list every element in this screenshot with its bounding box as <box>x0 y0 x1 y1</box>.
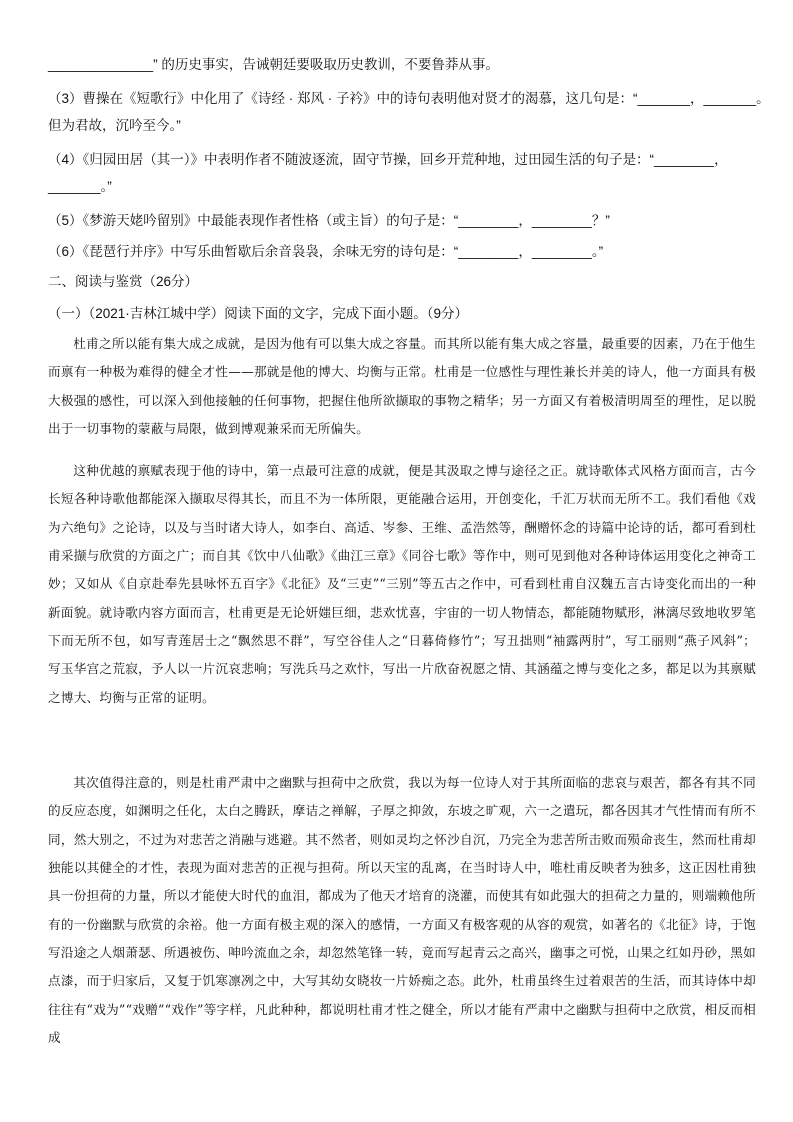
question-4-line-1: （4）《归园田居（其一）》中表明作者不随波逐流，固守节操，回乡开荒种地，过田园生活的句子是：“________， <box>48 152 728 167</box>
section-heading: 二、阅读与鉴赏（26分） <box>48 274 199 289</box>
section-sub-heading: （一）（2021·吉林江城中学）阅读下面的文字，完成下面小题。（9分） <box>48 306 469 321</box>
question-4-line-2: _______。” <box>48 179 112 194</box>
question-3-line-2: 但为君故，沉吟至今。” <box>48 118 181 133</box>
question-3-line-1: （3）曹操在《短歌行》中化用了《诗经 · 郑风 · 子衿》中的诗句表明他对贤才的渴慕，这几句是：“_______，_______。 <box>48 91 770 106</box>
question-6: （6）《琵琶行并序》中写乐曲暂歇后余音袅袅，余味无穷的诗句是：“________，________。” <box>48 244 604 259</box>
passage-paragraph-1: 杜甫之所以能有集大成之成就，是因为他有可以集大成之容量。而其所以能有集大成之容量，最重要的因素，乃在于他生而禀有一种极为难得的健全才性——那就是他的博大、均衡与正常。杜甫是一位感性与理性兼长并美的诗人，他一方面具有极大极强的感性，可以深入到他接触的任何事物，把握住他所欲撷取的事物之精华；另一方面又有着极清明周至的理性，足以脱出于一切事物的蒙蔽与局限，做到博观兼采而无所偏失。 <box>48 336 756 437</box>
passage-paragraph-3: 其次值得注意的，则是杜甫严肃中之幽默与担荷中之欣赏，我以为每一位诗人对于其所面临的悲哀与艰苦，都各有其不同的反应态度，如渊明之任化，太白之腾跃，摩诘之禅解，子厚之抑敛，东坡之旷观，六一之遣玩，都各因其才气性情而有所不同，然大别之，不过为对悲苦之消融与逃避。其不然者，则如灵均之怀沙自沉，乃完全为悲苦所击败而殒命丧生，然而杜甫却独能以其健全的才性，表现为面对悲苦的正视与担荷。所以天宝的乱离，在当时诗人中，唯杜甫反映者为独多，这正因杜甫独具一份担荷的力量，所以才能使大时代的血泪，都成为了他天才培育的浇灌，而使其有如此强大的担荷之力量的，则端赖他所有的一份幽默与欣赏的余裕。他一方面有极主观的深入的感情，一方面又有极客观的从容的观赏，如著名的《北征》诗，于饱写沿途之人烟萧瑟、所遇被伤、呻吟流血之余，却忽然笔锋一转，竟而写起青云之高兴，幽事之可悦，山果之红如丹砂，黑如点漆，而于归家后，又复于饥寒凛冽之中，大写其幼女晓妆一片娇痴之态。此外，杜甫虽终生过着艰苦的生活，而其诗体中却往往有“戏为”“戏赠”“戏作”等字样，凡此种种，都说明杜甫才性之健全，所以才能有严肃中之幽默与担荷中之欣赏，相反而相成 <box>48 775 757 1046</box>
question-5: （5）《梦游天姥吟留别》中最能表现作者性格（或主旨）的句子是：“________，________？” <box>48 213 610 228</box>
passage-paragraph-2: 这种优越的禀赋表现于他的诗中，第一点最可注意的成就，便是其汲取之博与途径之正。就诗歌体式风格方面而言，古今长短各种诗歌他都能深入撷取尽得其长，而且不为一体所限，更能融合运用，开创变化，千汇万状而无所不工。我们看他《戏为六绝句》之论诗，以及与当时诸大诗人，如李白、高适、岑参、王维、孟浩然等，酬赠怀念的诗篇中论诗的话，都可看到杜甫采撷与欣赏的方面之广；而自其《饮中八仙歌》《曲江三章》《同谷七歌》等作中，则可见到他对各种诗体运用变化之神奇工妙；又如从《自京赴奉先县咏怀五百字》《北征》及“三吏”“三别”等五古之作中，可看到杜甫自汉魏五言古诗变化而出的一种新面貌。就诗歌内容方面而言，杜甫更是无论妍媸巨细，悲欢忧喜，宇宙的一切人物情态，都能随物赋形，淋漓尽致地收罗笔下而无所不包，如写青莲居士之“飘然思不群”，写空谷佳人之“日暮倚修竹”；写丑拙则“袖露两肘”，写工丽则“燕子风斜”；写玉华宫之荒寂，予人以一片沉哀悲响；写洗兵马之欢忭，写出一片欣奋祝愿之情、其涵蕴之博与变化之多，都足以为其禀赋之博大、均衡与正常的证明。 <box>48 463 756 705</box>
question-fragment-line: ______________” 的历史事实，告诫朝廷要吸取历史教训，不要鲁莽从事。 <box>48 57 499 72</box>
